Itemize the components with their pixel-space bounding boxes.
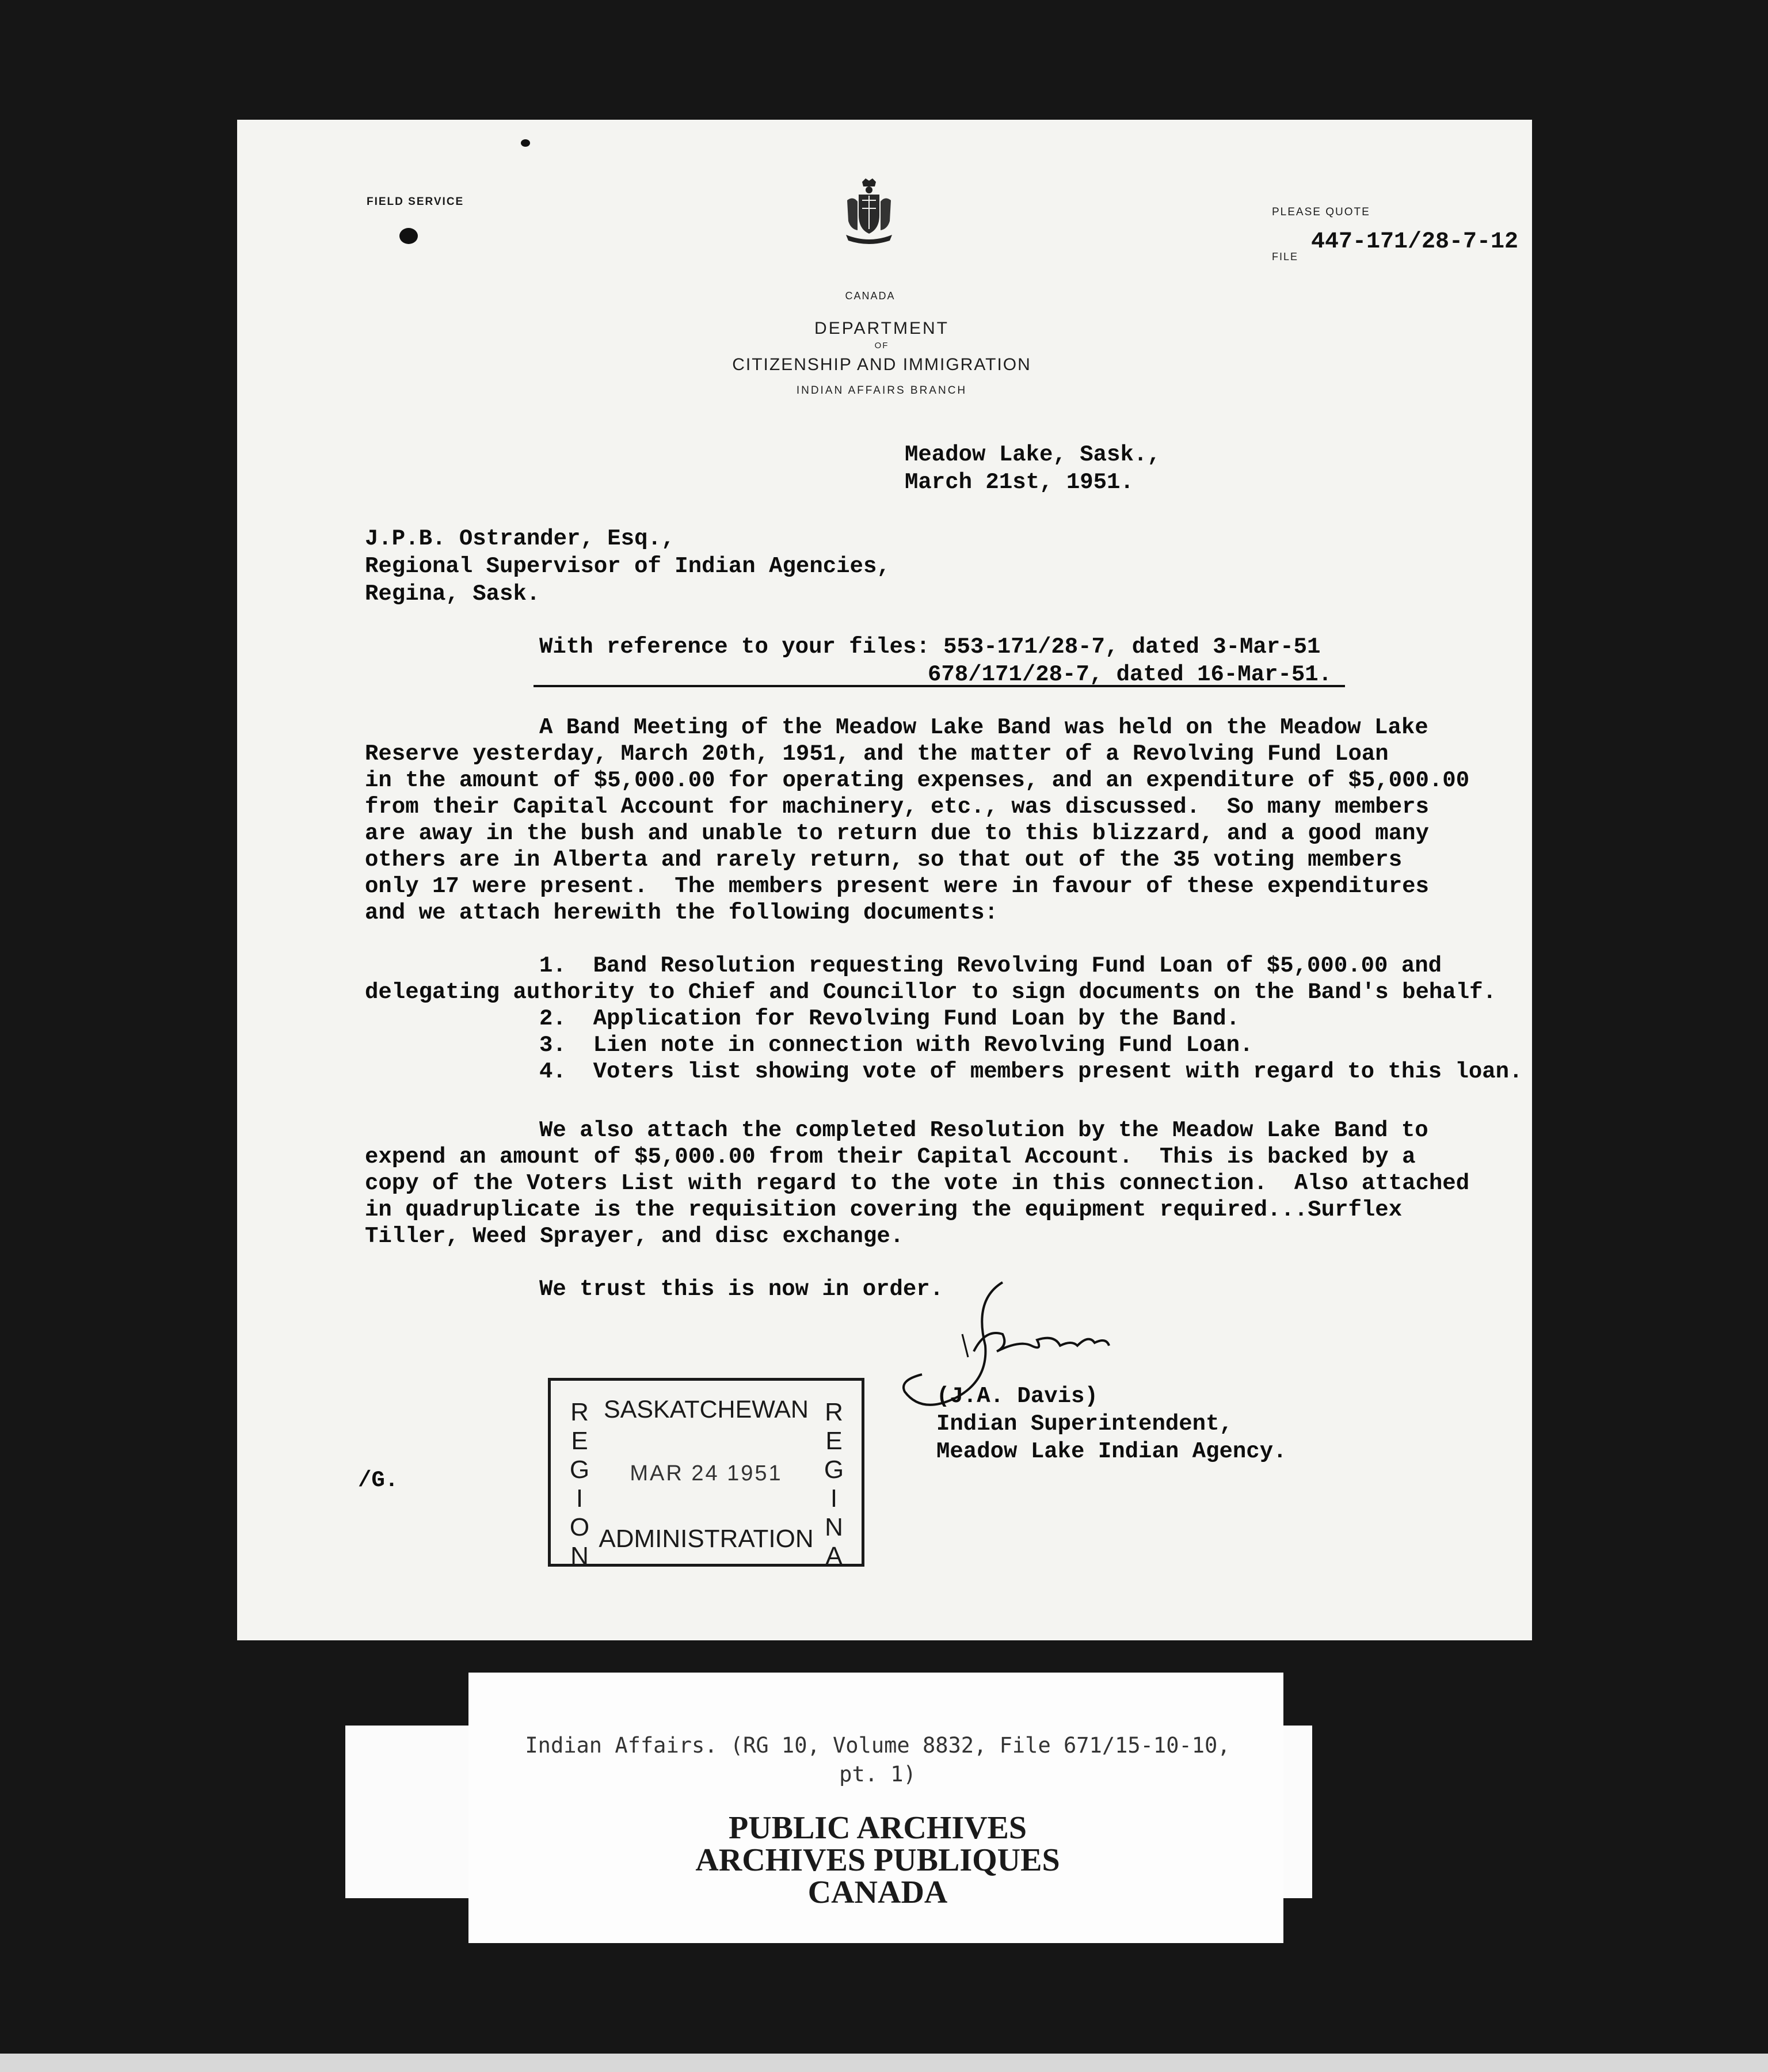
archive-citation (495, 1731, 1260, 1789)
please-quote-label: PLEASE QUOTE (1272, 206, 1370, 218)
body-line: A Band Meeting of the Meadow Lake Band was held on the Meadow Lake (539, 715, 1428, 740)
body-line: Tiller, Weed Sprayer, and disc exchange. (365, 1224, 904, 1249)
letter-page (237, 120, 1532, 1640)
list-item: 2. Application for Revolving Fund Loan by the Band. (539, 1006, 1240, 1031)
field-service-label: FIELD SERVICE (367, 196, 464, 208)
body-line: expend an amount of $5,000.00 from their Capital Account. This is backed by a (365, 1144, 1416, 1170)
citation-line: Indian Affairs. (RG 10, Volume 8832, File 671/15-10-10, (525, 1733, 1230, 1758)
recipient-city: Regina, Sask. (365, 581, 540, 607)
institution-line: CANADA (807, 1875, 948, 1910)
reference-underline (534, 685, 1345, 687)
bottom-band (0, 2054, 1768, 2072)
archive-institution (495, 1812, 1260, 1909)
body-line: and we attach herewith the following documents: (365, 900, 998, 925)
file-label: FILE (1272, 251, 1299, 262)
ministry-line: CITIZENSHIP AND IMMIGRATION (732, 355, 1031, 374)
signatory-name: (J.A. Davis) (936, 1384, 1098, 1409)
body-line: from their Capital Account for machinery, etc., was discussed. So many members (365, 794, 1429, 820)
signatory-title: Indian Superintendent, (936, 1411, 1233, 1437)
stamp-regina-text: R E G I N A (824, 1398, 844, 1570)
body-line: copy of the Voters List with regard to the vote in this connection. Also attached (365, 1171, 1470, 1196)
body-line: others are in Alberta and rarely return, so that out of the 35 voting members (365, 847, 1403, 873)
institution-line: PUBLIC ARCHIVES (728, 1810, 1027, 1846)
date-line: March 21st, 1951. (905, 470, 1134, 495)
list-item: 4. Voters list showing vote of members present with regard to this loan. (539, 1059, 1523, 1084)
body-line: Reserve yesterday, March 20th, 1951, and the matter of a Revolving Fund Loan (365, 741, 1389, 767)
body-line: in quadruplicate is the requisition covering the equipment required...Surflex (365, 1197, 1403, 1222)
typist-initials: /G. (358, 1468, 399, 1493)
coat-of-arms-icon (841, 177, 897, 247)
punch-hole-mark (399, 228, 418, 244)
reference-line: 678/171/28-7, dated 16-Mar-51. (928, 662, 1332, 687)
branch-line: INDIAN AFFAIRS BRANCH (796, 384, 967, 397)
signatory-agency: Meadow Lake Indian Agency. (936, 1439, 1287, 1464)
ink-spot (521, 139, 530, 147)
closing-line: We trust this is now in order. (539, 1277, 944, 1302)
department-line: DEPARTMENT (814, 319, 949, 338)
department-of-line: OF (874, 341, 889, 351)
crest-caption: CANADA (845, 290, 896, 302)
list-item: delegating authority to Chief and Councillor to sign documents on the Band's behalf. (365, 980, 1496, 1005)
reference-line: With reference to your files: 553-171/28-7, dated 3-Mar-51 (539, 634, 1321, 660)
recipient-title: Regional Supervisor of Indian Agencies, (365, 554, 890, 579)
department-heading (675, 318, 1089, 405)
citation-line: pt. 1) (839, 1762, 916, 1787)
place-line: Meadow Lake, Sask., (905, 442, 1161, 467)
received-stamp (548, 1378, 864, 1570)
list-item: 3. Lien note in connection with Revolving Fund Loan. (539, 1033, 1253, 1058)
body-line: only 17 were present. The members present were in favour of these expenditures (365, 874, 1429, 899)
list-item: 1. Band Resolution requesting Revolving Fund Loan of $5,000.00 and (539, 953, 1442, 978)
body-line: We also attach the completed Resolution by the Meadow Lake Band to (539, 1118, 1428, 1143)
stamp-administration: ADMINISTRATION (599, 1525, 814, 1553)
stamp-region-text: R E G I O N (569, 1398, 590, 1570)
body-line: are away in the bush and unable to return due to this blizzard, and a good many (365, 821, 1429, 846)
recipient-name: J.P.B. Ostrander, Esq., (365, 526, 675, 551)
body-line: in the amount of $5,000.00 for operating expenses, and an expenditure of $5,000.00 (365, 768, 1470, 793)
institution-line: ARCHIVES PUBLIQUES (695, 1842, 1060, 1878)
stamp-date: MAR 24 1951 (630, 1461, 783, 1486)
stamp-province: SASKATCHEWAN (604, 1396, 809, 1423)
file-number: 447-171/28-7-12 (1311, 229, 1519, 255)
